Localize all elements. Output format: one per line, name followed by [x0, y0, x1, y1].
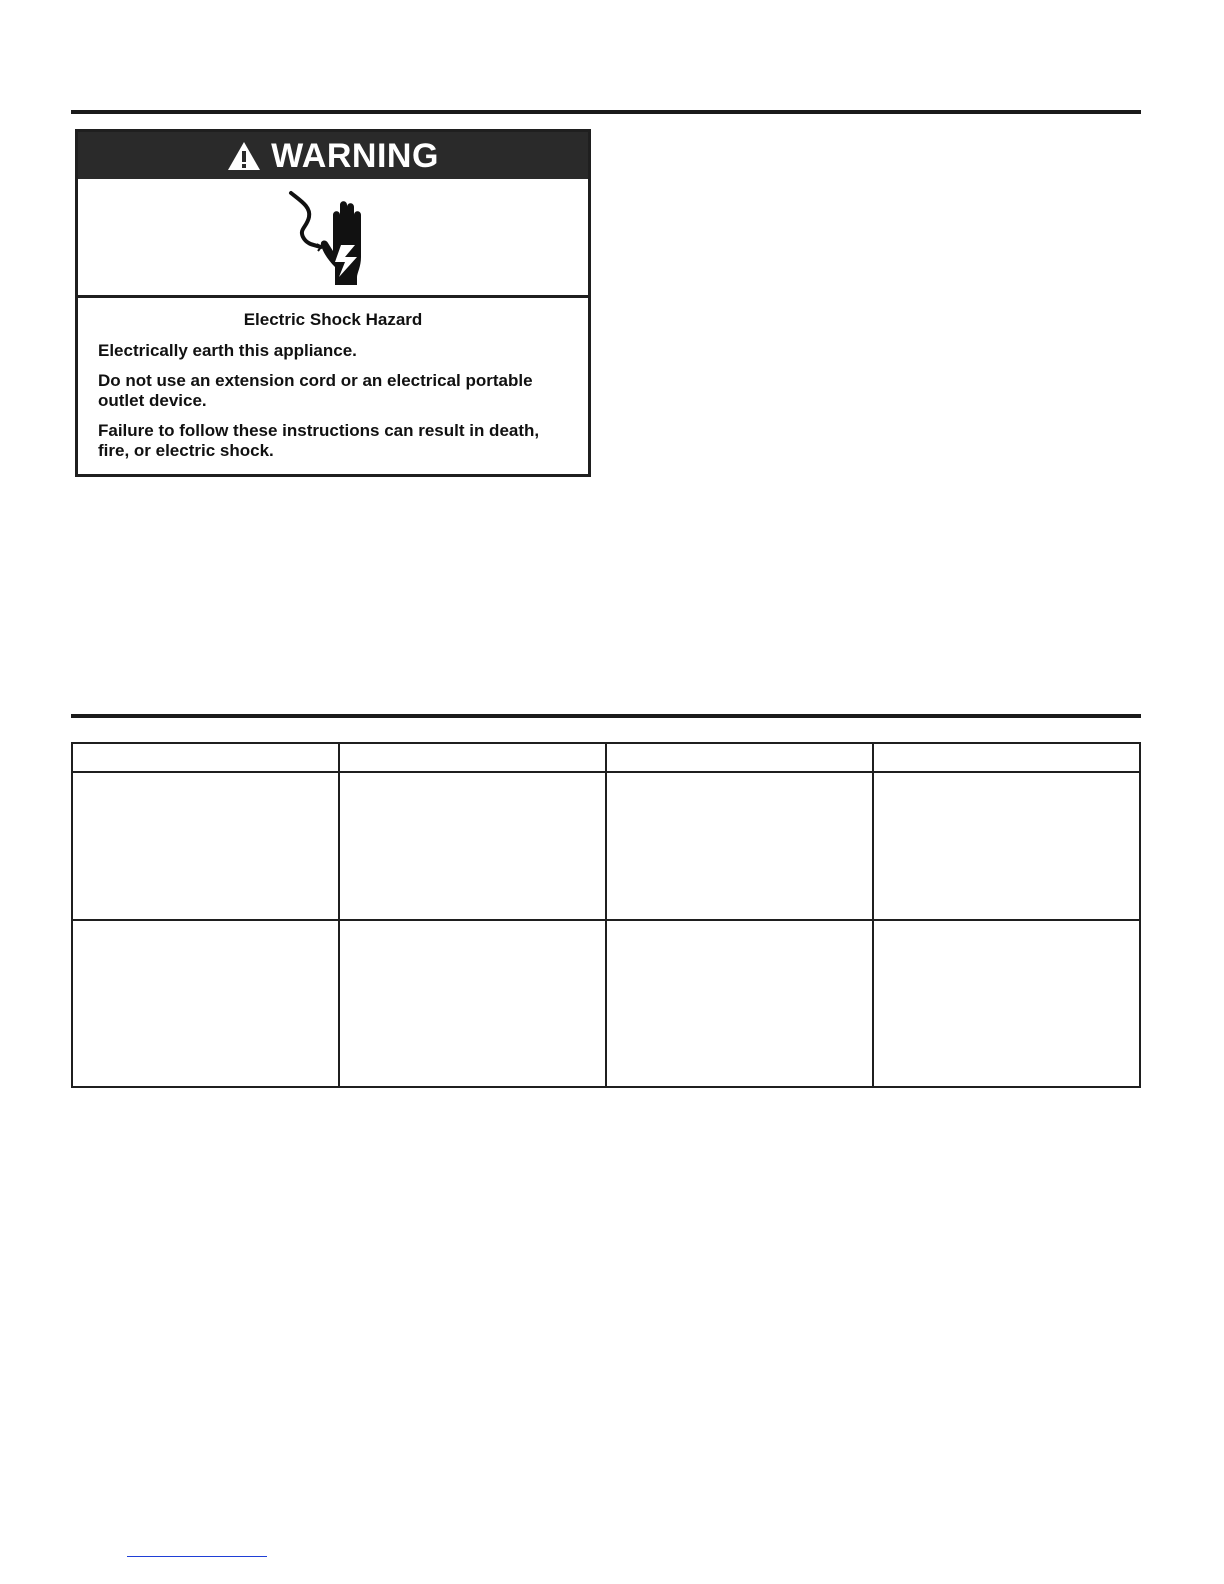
warning-title: WARNING — [271, 136, 439, 175]
warning-line-earth: Electrically earth this appliance. — [98, 341, 357, 360]
warning-text-block — [78, 298, 588, 461]
warning-header — [78, 132, 588, 179]
table-cell — [873, 743, 1140, 772]
table-cell — [72, 743, 339, 772]
middle-section-rule — [71, 714, 1141, 718]
table-cell — [339, 920, 606, 1087]
table-cell — [606, 743, 873, 772]
symbol-area — [78, 179, 588, 298]
warning-line-failure: Failure to follow these instructions can result in death, fire, or electric shock. — [98, 421, 540, 460]
table-header-row — [72, 743, 1140, 772]
table-row — [72, 920, 1140, 1087]
table-cell — [606, 772, 873, 920]
table-row — [72, 772, 1140, 920]
table-cell — [606, 920, 873, 1087]
table-cell — [72, 920, 339, 1087]
warning-triangle-icon — [227, 141, 261, 171]
warning-line-extension-cord: Do not use an extension cord or an electrical portable outlet device. — [98, 371, 533, 410]
table-cell — [339, 772, 606, 920]
warning-box — [75, 129, 591, 477]
table-cell — [873, 920, 1140, 1087]
footer-link-underline[interactable] — [127, 1556, 267, 1557]
specification-table — [71, 742, 1141, 1088]
top-section-rule — [71, 110, 1141, 114]
table-cell — [72, 772, 339, 920]
table-cell — [339, 743, 606, 772]
electric-shock-hand-icon — [285, 187, 381, 287]
table-cell — [873, 772, 1140, 920]
hazard-title: Electric Shock Hazard — [243, 310, 423, 329]
